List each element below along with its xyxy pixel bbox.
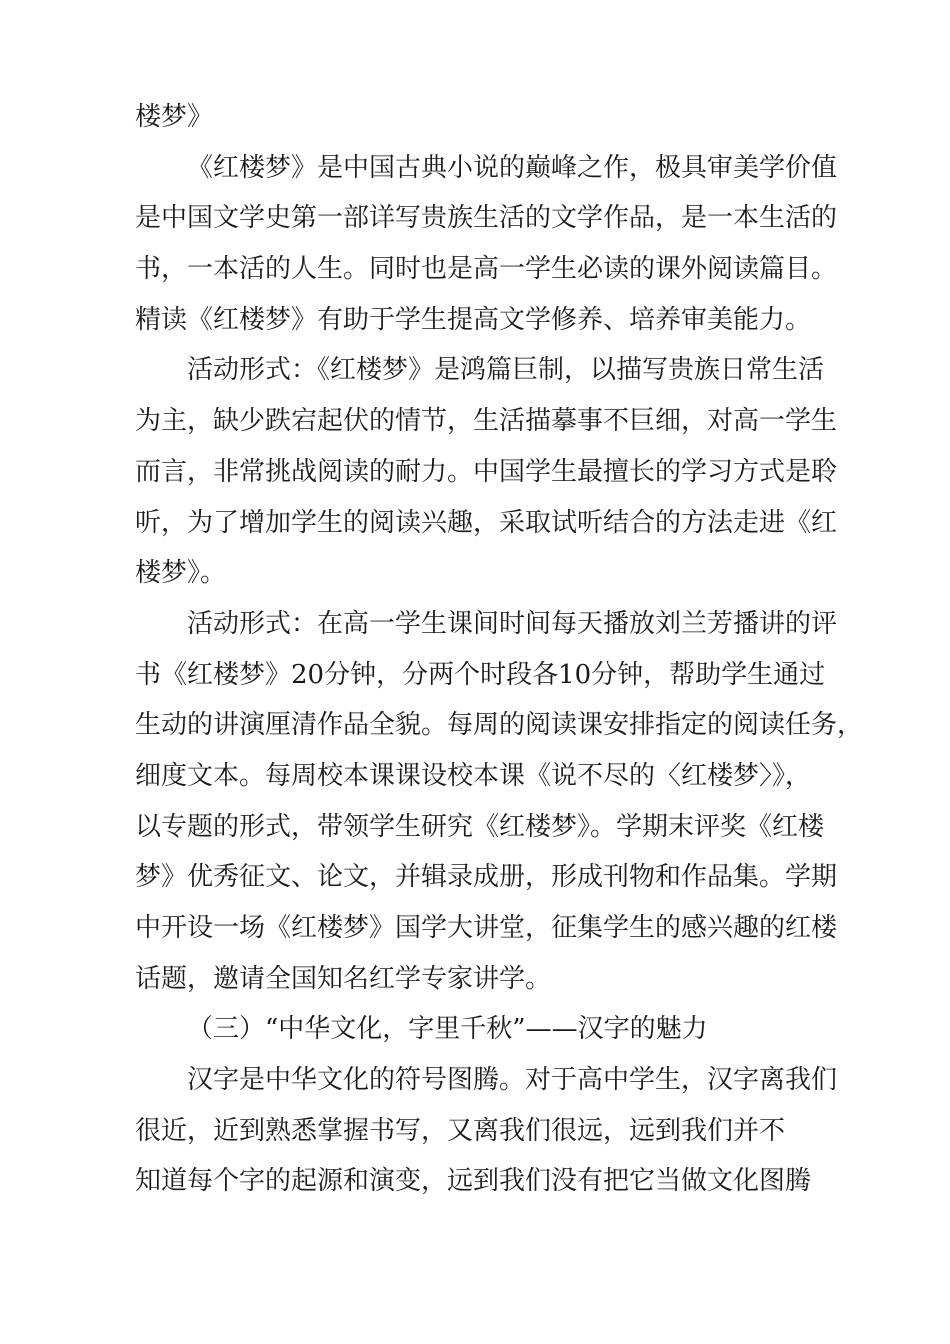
section-heading: （三）“中华文化，字里千秋”——汉字的魅力 (187, 1014, 708, 1045)
text-line: 楼梦》 (135, 102, 214, 132)
text-line: 知道每个字的起源和演变，远到我们没有把它当做文化图腾 (135, 1166, 812, 1197)
text-line: 很近，近到熟悉掌握书写，又离我们很远，远到我们并不 (135, 1115, 786, 1146)
paragraph-start-line: 活动形式：在高一学生课间时间每天播放刘兰芳播讲的评 (187, 608, 838, 639)
text-line: 细度文本。每周校本课课设校本课《说不尽的〈红楼梦〉》， (135, 760, 812, 791)
paragraph-start-line: 活动形式：《红楼梦》是鸿篇巨制，以描写贵族日常生活 (187, 355, 825, 386)
text-line: 书，一本活的人生。同时也是高一学生必读的课外阅读篇目。 (135, 254, 838, 285)
text-line: 话题，邀请全国知名红学专家讲学。 (135, 963, 552, 994)
text-line: 楼梦》。 (135, 558, 227, 589)
paragraph-start-line: 《红楼梦》是中国古典小说的巅峰之作，极具审美学价值 (187, 152, 838, 183)
text-line: 梦》优秀征文、论文，并辑录成册，形成刊物和作品集。学期 (135, 862, 838, 893)
text-line: 以专题的形式，带领学生研究《红楼梦》。学期末评奖《红楼 (135, 811, 825, 842)
text-line: 生动的讲演厘清作品全貌。每周的阅读课安排指定的阅读任务， (135, 710, 864, 741)
paragraph-start-line: 汉字是中华文化的符号图腾。对于高中学生，汉字离我们 (187, 1065, 838, 1096)
text-line: 为主，缺少跌宕起伏的情节，生活描摹事不巨细，对高一学生 (135, 406, 838, 437)
text-line: 听，为了增加学生的阅读兴趣，采取试听结合的方法走进《红 (135, 507, 838, 538)
text-line: 精读《红楼梦》有助于学生提高文学修养、培养审美能力。 (135, 304, 812, 335)
text-line: 中开设一场《红楼梦》国学大讲堂，征集学生的感兴趣的红楼 (135, 913, 838, 943)
body-text (135, 92, 864, 1207)
text-line: 是中国文学史第一部详写贵族生活的文学作品，是一本生活的 (135, 203, 838, 234)
text-line: 书《红楼梦》20分钟，分两个时段各10分钟，帮助学生通过 (135, 659, 826, 690)
text-line: 而言，非常挑战阅读的耐力。中国学生最擅长的学习方式是聆 (135, 456, 838, 487)
